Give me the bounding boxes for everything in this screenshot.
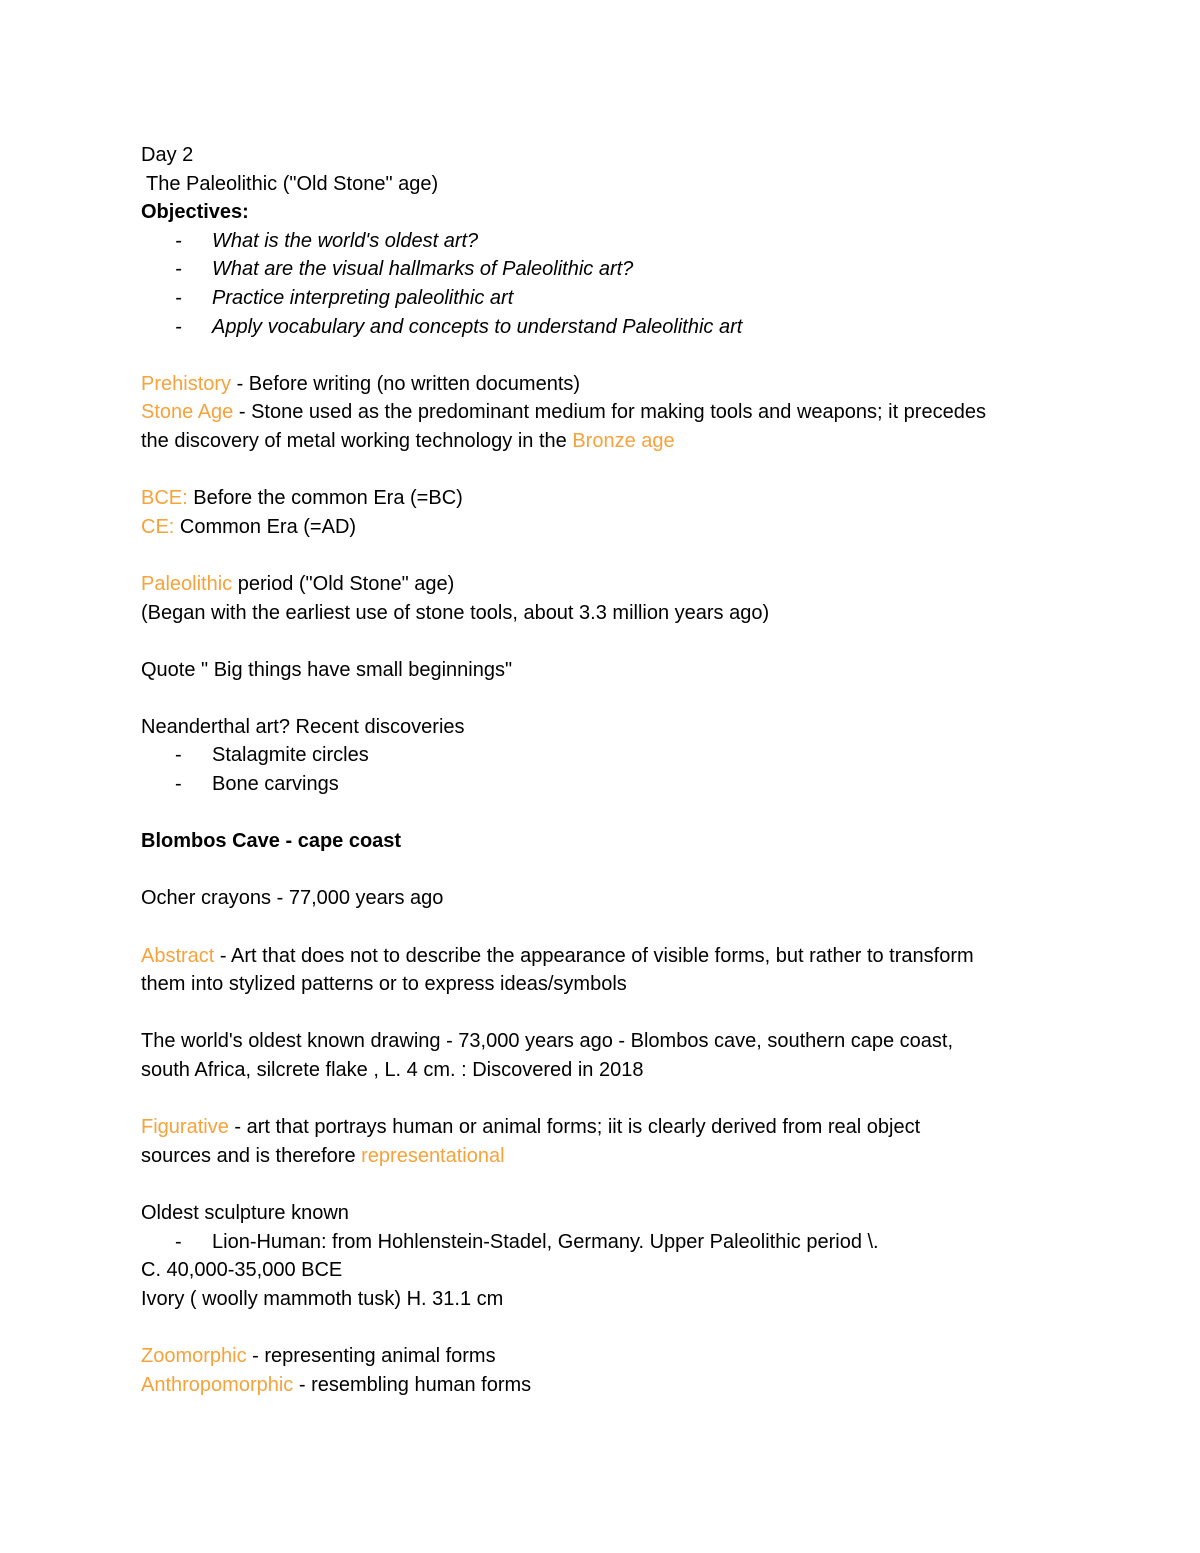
ocher-crayons: Ocher crayons - 77,000 years ago	[141, 887, 444, 910]
list-item: - Stalagmite circles	[141, 741, 1081, 770]
term-ce: CE:	[141, 515, 175, 538]
neanderthal-list	[141, 741, 1081, 798]
dash-bullet: -	[175, 286, 182, 309]
stone-age-definition: Stone Age - Stone used as the predominant medium for making tools and weapons; it precedes	[141, 401, 986, 424]
dash-bullet: -	[175, 229, 182, 252]
figurative-definition: Figurative - art that portrays human or animal forms; iit is clearly derived from real object	[141, 1116, 921, 1139]
prehistory-definition: Prehistory - Before writing (no written documents)	[141, 372, 581, 395]
term-stone-age: Stone Age	[141, 401, 234, 424]
list-item: - What are the visual hallmarks of Paleolithic art?	[141, 255, 1081, 284]
term-abstract: Abstract	[141, 944, 215, 967]
term-bce: BCE:	[141, 487, 188, 510]
paleolithic-definition: Paleolithic period ("Old Stone" age)	[141, 572, 455, 595]
dash-bullet: -	[175, 773, 182, 796]
abstract-definition-cont: them into stylized patterns or to express ideas/symbols	[141, 973, 627, 996]
term-prehistory: Prehistory	[141, 372, 232, 395]
term-anthropomorphic: Anthropomorphic	[141, 1373, 294, 1396]
sculpture-title: Oldest sculpture known	[141, 1201, 349, 1224]
oldest-drawing-cont: south Africa, silcrete flake , L. 4 cm. : Discovered in 2018	[141, 1059, 644, 1081]
term-bronze-age: Bronze age	[572, 429, 675, 452]
day-heading: Day 2	[141, 144, 194, 166]
dash-bullet: -	[175, 258, 182, 281]
abstract-definition: Abstract - Art that does not to describe the appearance of visible forms, but rather to transform	[141, 944, 974, 967]
dash-bullet: -	[175, 744, 182, 767]
oldest-drawing: The world's oldest known drawing - 73,000 years ago - Blombos cave, southern cape coast,	[141, 1030, 954, 1053]
list-item: - Bone carvings	[141, 770, 1081, 799]
objectives-list	[141, 227, 1081, 341]
list-item: - What is the world's oldest art?	[141, 227, 1081, 256]
anthropomorphic-definition: Anthropomorphic - resembling human forms	[141, 1373, 532, 1396]
list-item: - Practice interpreting paleolithic art	[141, 284, 1081, 313]
sculpture-date: C. 40,000-35,000 BCE	[141, 1259, 343, 1282]
term-paleolithic: Paleolithic	[141, 572, 233, 595]
term-zoomorphic: Zoomorphic	[141, 1344, 247, 1367]
ce-definition: CE: Common Era (=AD)	[141, 515, 357, 538]
sculpture-list	[141, 1228, 1081, 1257]
document-body	[141, 141, 1081, 1399]
list-item: - Lion-Human: from Hohlenstein-Stadel, Germany. Upper Paleolithic period \.	[141, 1228, 1081, 1257]
list-item: - Apply vocabulary and concepts to understand Paleolithic art	[141, 313, 1081, 342]
dash-bullet: -	[175, 315, 182, 338]
term-figurative: Figurative	[141, 1116, 229, 1139]
neanderthal-title: Neanderthal art? Recent discoveries	[141, 715, 465, 738]
term-representational: representational	[361, 1144, 505, 1167]
quote: Quote " Big things have small beginnings"	[141, 658, 513, 681]
lecture-subtitle: The Paleolithic ("Old Stone" age)	[146, 172, 439, 195]
sculpture-material: Ivory ( woolly mammoth tusk) H. 31.1 cm	[141, 1287, 504, 1310]
zoomorphic-definition: Zoomorphic - representing animal forms	[141, 1344, 496, 1367]
bce-definition: BCE: Before the common Era (=BC)	[141, 487, 463, 510]
stone-age-definition-cont: the discovery of metal working technology in the Bronze age	[141, 429, 675, 452]
paleolithic-note: (Began with the earliest use of stone tools, about 3.3 million years ago)	[141, 601, 770, 624]
objectives-label: Objectives:	[141, 201, 249, 224]
blombos-heading: Blombos Cave - cape coast	[141, 830, 402, 853]
dash-bullet: -	[175, 1230, 182, 1253]
figurative-definition-cont: sources and is therefore representational	[141, 1144, 505, 1167]
